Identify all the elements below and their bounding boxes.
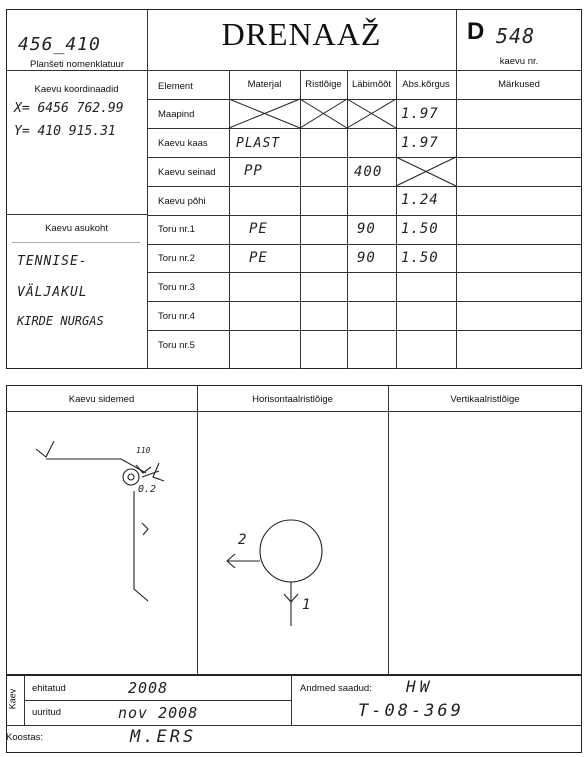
location-line-2: VÄLJAKUL bbox=[17, 285, 88, 300]
header-markused: Märkused bbox=[498, 79, 540, 90]
header-element: Element bbox=[158, 81, 193, 92]
row-label: Toru nr.1 bbox=[158, 224, 195, 235]
data-value-1: HW bbox=[406, 677, 434, 696]
footer-side-label: Kaev bbox=[7, 688, 18, 710]
row-label: Kaevu kaas bbox=[158, 138, 208, 149]
row-label: Toru nr.2 bbox=[158, 253, 195, 264]
nomenclature-value: 456_410 bbox=[18, 34, 101, 55]
cell-labimoot-toru2: 90 bbox=[357, 250, 376, 266]
nomenclature-label: Planšeti nomenklatuur bbox=[30, 59, 124, 70]
sketch-annotation-02: 0.2 bbox=[138, 484, 157, 495]
well-connection-sketch bbox=[6, 411, 197, 675]
location-line-1: TENNISE- bbox=[17, 254, 88, 269]
footer-section bbox=[6, 675, 582, 753]
sketch-divider-2 bbox=[388, 385, 389, 675]
measured-value: nov 2008 bbox=[118, 704, 199, 722]
measured-label: uuritud bbox=[32, 707, 62, 718]
location-line-3: KIRDE NURGAS bbox=[17, 314, 104, 328]
built-value: 2008 bbox=[128, 679, 169, 697]
well-label: kaevu nr. bbox=[499, 56, 539, 67]
footer-row-line bbox=[24, 700, 291, 701]
well-prefix: D bbox=[467, 18, 485, 45]
row-label: Toru nr.3 bbox=[158, 282, 195, 293]
cell-abs-kaas: 1.97 bbox=[401, 135, 439, 151]
sketch-col2-label: Horisontaalristlõige bbox=[252, 394, 333, 405]
horizontal-section-sketch bbox=[197, 411, 388, 675]
data-label: Andmed saadud: bbox=[300, 683, 372, 694]
coords-label: Kaevu koordinaadid bbox=[34, 84, 119, 95]
cell-materjal-seinad: PP bbox=[244, 163, 263, 179]
footer-middle-divider bbox=[291, 675, 292, 725]
data-value-2: T-08-369 bbox=[358, 701, 464, 721]
cell-abs-pohi: 1.24 bbox=[401, 192, 439, 208]
author-label: Koostas: bbox=[6, 732, 43, 743]
row-label: Toru nr.5 bbox=[158, 340, 195, 351]
row-label: Toru nr.4 bbox=[158, 311, 195, 322]
sketch-annotation-2: 2 bbox=[238, 532, 248, 548]
cell-labimoot-seinad: 400 bbox=[354, 164, 383, 180]
author-value: M.ERS bbox=[130, 727, 197, 747]
page-title: DRENAAŽ bbox=[221, 16, 382, 52]
coord-x: X= 6456 762.99 bbox=[14, 101, 124, 116]
cell-materjal-kaas: PLAST bbox=[236, 136, 281, 151]
header-materjal: Materjal bbox=[247, 79, 282, 90]
footer-author-line bbox=[6, 725, 582, 726]
sketch-annotation-1: 1 bbox=[302, 597, 312, 613]
header-labimoot: Läbimõõt bbox=[351, 79, 392, 90]
header-ristloige: Ristlõige bbox=[305, 79, 342, 90]
row-label: Maapind bbox=[158, 109, 195, 120]
sketch-col1-label: Kaevu sidemed bbox=[68, 394, 135, 405]
cell-abs-toru1: 1.50 bbox=[401, 221, 439, 237]
cell-materjal-toru1: PE bbox=[249, 221, 268, 237]
row-label: Kaevu seinad bbox=[158, 167, 216, 178]
well-number: 548 bbox=[496, 24, 536, 48]
coord-y: Y= 410 915.31 bbox=[14, 124, 116, 139]
cell-materjal-toru2: PE bbox=[249, 250, 268, 266]
sketch-annotation-110: 110 bbox=[136, 446, 151, 455]
location-label: Kaevu asukoht bbox=[45, 223, 108, 234]
cell-labimoot-toru1: 90 bbox=[357, 221, 376, 237]
sketch-col3-label: Vertikaalristlõige bbox=[450, 394, 520, 405]
built-label: ehitatud bbox=[32, 683, 66, 694]
cell-abs-toru2: 1.50 bbox=[401, 250, 439, 266]
header-abs: Abs.kõrgus bbox=[402, 79, 450, 90]
cell-abs-maapind: 1.97 bbox=[401, 106, 439, 122]
row-label: Kaevu põhi bbox=[158, 196, 206, 207]
